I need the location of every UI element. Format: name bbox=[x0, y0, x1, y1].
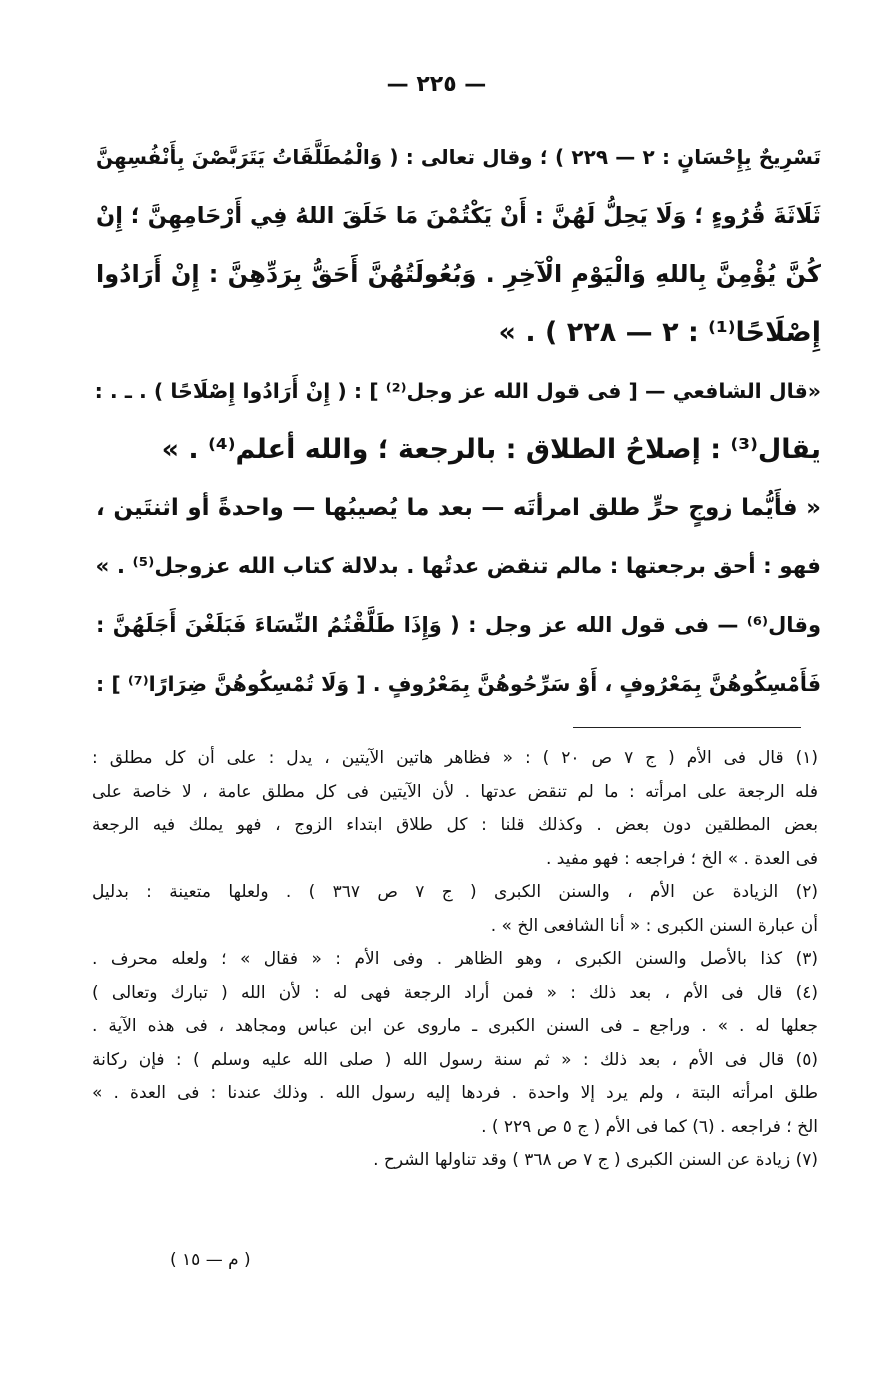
footnote-line: فله الرجعة على امرأته : ما لم تنقض عدتها . لأن الآيتين فى كل مطلق عامة ، لا خاصة على bbox=[92, 781, 818, 802]
main-line: ثَلَاثَةَ قُرُوءٍ ؛ وَلَا يَحِلُّ لَهُنَّ : أَنْ يَكْتُمْنَ مَا خَلَقَ اللهُ فِي أَرْحَامِهِنَّ ؛ إِنْ bbox=[96, 202, 821, 229]
footnote-line: (١) قال فى الأم ( ج ٧ ص ٢٠ ) : « فظاهر هاتين الآيتين ، يدل : على أن كل مطلق : bbox=[92, 748, 818, 768]
main-line: تَسْرِيحٌ بِإِحْسَانٍ : ٢ — ٢٢٩ ) ؛ وقال تعالى : ( وَالْمُطَلَّقَاتُ يَتَرَبَّصْنَ بِأَنْفُسِهِنَّ bbox=[96, 145, 821, 169]
footnote-line: الخ ؛ فراجعه . (٦) كما فى الأم ( ج ٥ ص ٢٢٩ ) . bbox=[481, 1116, 818, 1137]
footnote-divider bbox=[573, 727, 801, 728]
main-line: « فأَيُّما زوجٍ حرٍّ طلق امرأتَه — بعد ما يُصيبُها — واحدةً أو اثنتَين ، bbox=[96, 495, 821, 521]
main-line: فهو : أحق برجعتها : مالم تنقض عدتُها . بدلالة كتاب الله عزوجل⁽⁵⁾ . » bbox=[95, 553, 821, 579]
footnote-line: فى العدة . » الخ ؛ فراجعه : فهو مفيد . bbox=[545, 848, 818, 869]
footnote-line: (٢) الزيادة عن الأم ، والسنن الكبرى ( ج ٧ ص ٣٦٧ ) . ولعلها متعينة : بدليل bbox=[92, 882, 818, 902]
main-text bbox=[96, 128, 821, 713]
main-line: يقال⁽³⁾ : إصلاحُ الطلاق : بالرجعة ؛ والله أعلم⁽⁴⁾ . » bbox=[161, 433, 821, 465]
footnote-line: طلق امرأته البتة ، ولم يرد إلا واحدة . فردها إليه رسول الله . وذلك عندنا : فى العدة . » bbox=[92, 1083, 818, 1103]
main-line: وقال⁽⁶⁾ — فى قول الله عز وجل : ( وَإِذَا طَلَّقْتُمُ النِّسَاءَ فَبَلَغْنَ أَجَلَهُنَّ : bbox=[96, 613, 821, 637]
footnote-line: بعض المطلقين دون بعض . وكذلك قلنا : كل طلاق ابتداء الزوج ، فهو يملك فيه الرجعة bbox=[92, 815, 818, 835]
footnote-line: (٣) كذا بالأصل والسنن الكبرى ، وهو الظاهر . وفى الأم : « فقال » ؛ ولعله محرف . bbox=[92, 949, 818, 969]
footnote-line: (٤) قال فى الأم ، بعد ذلك : « فمن أراد الرجعة فهى له : لأن الله ( تبارك وتعالى ) bbox=[92, 982, 818, 1003]
signature-mark: ( م — ١٥ ) bbox=[170, 1250, 251, 1270]
footnote-line: أن عبارة السنن الكبرى : « أنا الشافعى الخ » . bbox=[490, 915, 818, 936]
main-line: «قال الشافعي — [ فى قول الله عز وجل⁽²⁾ ] : ( إِنْ أَرَادُوا إِصْلَاحًا ) . ـ . : bbox=[94, 379, 821, 403]
main-line: فَأَمْسِكُوهُنَّ بِمَعْرُوفٍ ، أَوْ سَرِّحُوهُنَّ بِمَعْرُوفٍ . [ وَلَا تُمْسِكُوهُنَّ ضِرَارًا⁽⁷⁾ ] : bbox=[96, 671, 821, 696]
footnote-line: (٥) قال فى الأم ، بعد ذلك : « ثم سنة رسول الله ( صلى الله عليه وسلم ) : فإن ركانة bbox=[92, 1049, 818, 1070]
footnote-line: (٧) زيادة عن السنن الكبرى ( ج ٧ ص ٣٦٨ ) وقد تناولها الشرح . bbox=[373, 1150, 818, 1170]
footnote-line: جعلها له . » . وراجع ـ فى السنن الكبرى ـ ماروى عن ابن عباس ومجاهد ، فى هذه الآية . bbox=[92, 1016, 818, 1036]
main-line: كُنَّ يُؤْمِنَّ بِاللهِ وَالْيَوْمِ الْآخِرِ . وَبُعُولَتُهُنَّ أَحَقُّ بِرَدِّهِنَّ : إِنْ أَرَادُوا bbox=[96, 260, 821, 288]
main-line: إِصْلَاحًا⁽¹⁾ : ٢ — ٢٢٨ ) . » bbox=[498, 316, 821, 348]
page-number: — ٢٢٥ — bbox=[386, 72, 487, 97]
footnotes bbox=[92, 742, 818, 1178]
